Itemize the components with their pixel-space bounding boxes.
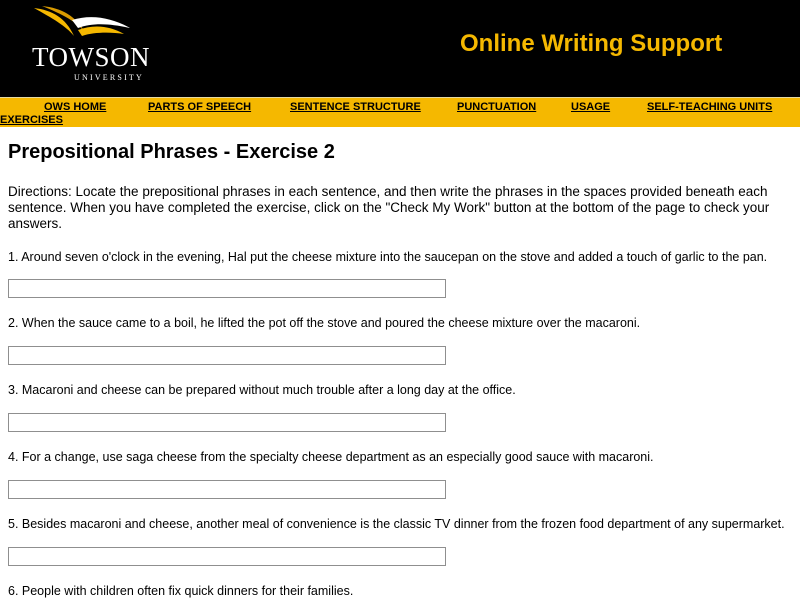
logo-subtitle: UNIVERSITY bbox=[74, 73, 144, 82]
question-2: 2. When the sauce came to a boil, he lifted the pot off the stove and poured the cheese mixture over the macaroni. bbox=[8, 316, 641, 330]
towson-logo[interactable] bbox=[24, 6, 151, 84]
nav-sentence-structure[interactable]: SENTENCE STRUCTURE bbox=[290, 101, 421, 113]
answer-field-4[interactable] bbox=[8, 480, 446, 499]
site-header bbox=[0, 0, 800, 97]
directions-text: Directions: Locate the prepositional phrases in each sentence, and then write the phrases in the spaces provided beneath each sentence. When you have completed the exercise, click on the "Check My Work" button at the bottom of the page to check your answers. bbox=[8, 184, 770, 231]
site-title: Online Writing Support bbox=[460, 30, 723, 57]
nav-parts-of-speech[interactable]: PARTS OF SPEECH bbox=[148, 101, 252, 113]
tiger-stripes-logo-icon bbox=[32, 6, 132, 42]
nav-ows-home[interactable]: OWS HOME bbox=[44, 101, 107, 113]
nav-exercises[interactable]: EXERCISES bbox=[0, 114, 63, 126]
logo-wordmark: TOWSON bbox=[32, 42, 151, 72]
nav-punctuation[interactable]: PUNCTUATION bbox=[457, 101, 537, 113]
answer-field-1[interactable] bbox=[8, 279, 446, 298]
answer-field-2[interactable] bbox=[8, 346, 446, 365]
question-6: 6. People with children often fix quick dinners for their families. bbox=[8, 584, 354, 598]
answer-field-5[interactable] bbox=[8, 547, 446, 566]
page-title: Prepositional Phrases - Exercise 2 bbox=[8, 141, 335, 163]
question-1: 1. Around seven o'clock in the evening, Hal put the cheese mixture into the saucepan on the stove and added a touch of garlic to the pan. bbox=[8, 250, 768, 264]
main-content bbox=[0, 141, 800, 598]
nav-self-teaching-units[interactable]: SELF-TEACHING UNITS bbox=[647, 101, 773, 113]
answer-field-3[interactable] bbox=[8, 413, 446, 432]
question-4: 4. For a change, use saga cheese from the specialty cheese department as an especially good sauce with macaroni. bbox=[8, 450, 654, 464]
question-5: 5. Besides macaroni and cheese, another meal of convenience is the classic TV dinner from the frozen food department of any supermarket. bbox=[8, 517, 785, 531]
question-3: 3. Macaroni and cheese can be prepared without much trouble after a long day at the office. bbox=[8, 383, 516, 397]
nav-usage[interactable]: USAGE bbox=[571, 101, 611, 113]
main-nav bbox=[0, 97, 800, 127]
